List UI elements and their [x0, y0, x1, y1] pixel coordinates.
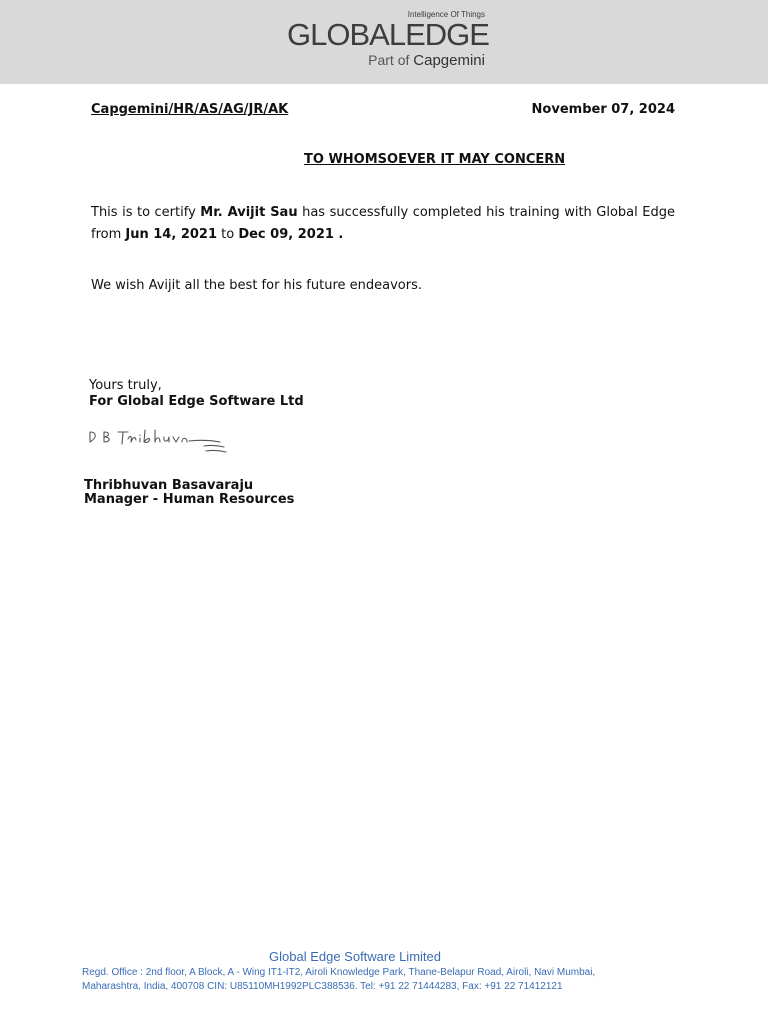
reference-number: Capgemini/HR/AS/AG/JR/AK [91, 102, 289, 117]
logo-sub-brand: Capgemini [413, 52, 485, 69]
logo-tagline: Intelligence Of Things [407, 10, 485, 19]
logo-wordmark [287, 18, 489, 52]
logo-sub-prefix: Part of [368, 52, 410, 68]
company-line: For Global Edge Software Ltd [89, 394, 304, 409]
handwritten-signature [86, 422, 236, 458]
para-intro: This is to certify [91, 205, 201, 220]
start-date: Jun 14, 2021 [125, 227, 217, 242]
logo-word-global: GLOBAL [287, 17, 406, 52]
global-edge-logo [287, 10, 487, 74]
footer-company-name: Global Edge Software Limited [269, 949, 441, 964]
letterhead-band [0, 0, 768, 84]
logo-word-edge: EDGE [405, 17, 489, 52]
certification-paragraph [91, 202, 675, 246]
footer-address-line-2: Maharashtra, India, 400708 CIN: U85110MH1992PLC388536. Tel: +91 22 71444283, Fax: +91 22 71412121 [82, 981, 563, 992]
letter-date: November 07, 2024 [531, 102, 675, 117]
para-middle: has successfully completed his training with Global Edge from [91, 205, 675, 242]
closing-line: Yours truly, [89, 378, 162, 393]
signer-name: Thribhuvan Basavaraju [84, 478, 254, 493]
footer-address-line-1: Regd. Office : 2nd floor, A Block, A - Wing IT1-IT2, Airoli Knowledge Park, Thane-Belapur Road, Airoli, Navi Mumbai, [82, 967, 596, 978]
para-to: to [217, 227, 239, 242]
signer-title: Manager - Human Resources [84, 492, 295, 507]
trainee-name: Mr. Avijit Sau [200, 205, 298, 220]
letter-subject: TO WHOMSOEVER IT MAY CONCERN [304, 152, 566, 167]
logo-subtitle [368, 52, 485, 69]
wishes-paragraph: We wish Avijit all the best for his future endeavors. [91, 278, 422, 293]
end-date: Dec 09, 2021 . [238, 227, 344, 242]
